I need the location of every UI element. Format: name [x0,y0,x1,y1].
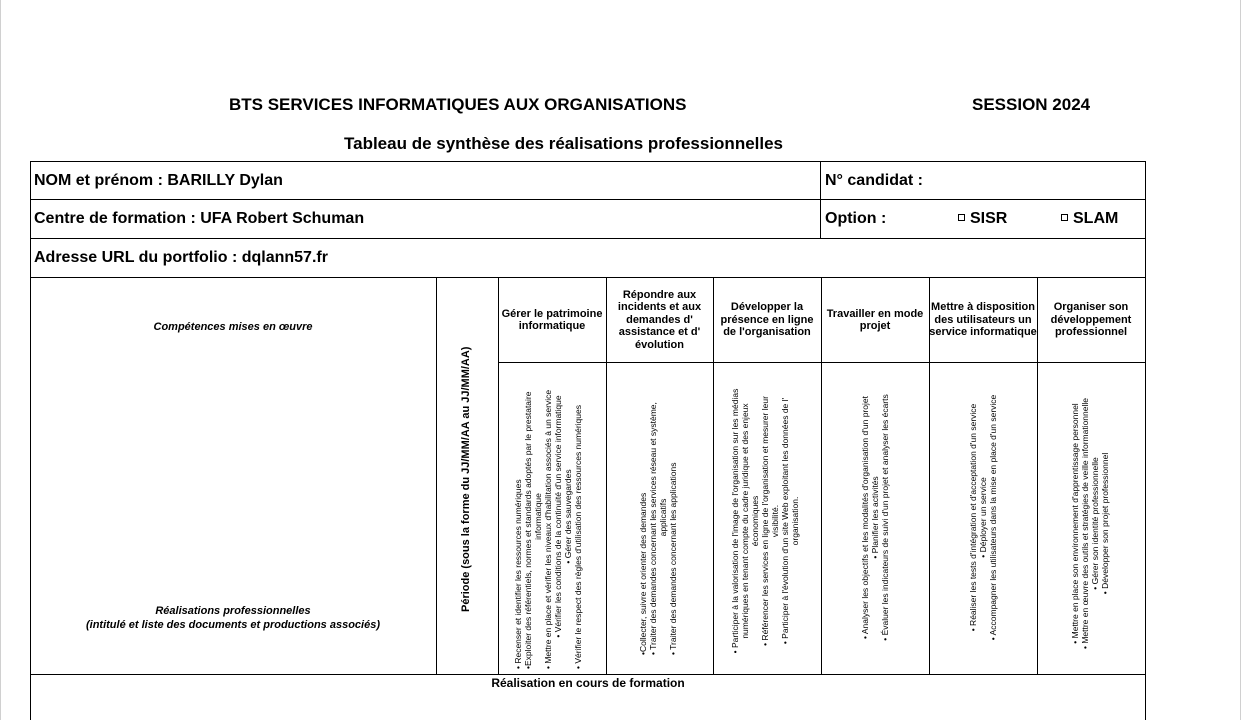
document-subtitle: Tableau de synthèse des réalisations professionnelles [344,134,784,153]
competence-item: • Déployer un service [978,477,988,558]
option-sisr[interactable] [958,210,1007,228]
competence-item: • Analyser les objectifs et les modalités d'organisation d'un projet [860,396,870,639]
divider [30,238,1146,239]
competence-item: • Mettre en place son environnement d'apprentissage personnel [1070,403,1080,644]
divider [30,674,1146,675]
realisations-sublabel: (intitulé et liste des documents et productions associés) [85,619,380,631]
competence-item: • Gérer son identité professionnelle [1090,457,1100,590]
competence-item: informatique [533,493,543,540]
divider [30,199,1146,200]
competence-item: • Gérer des sauvegardes [563,469,573,564]
competence-item: • Vérifier les conditions de la continuité d'un service informatique [553,395,563,638]
competence-item: • Mettre en place et vérifier les niveaux d'habilitation associés à un service [543,389,553,669]
competence-item: • Mettre en œuvre des outils et stratégies de veille informationnelle [1080,398,1090,650]
divider [436,277,437,674]
competence-item: •Exploiter des référentiels, normes et standards adoptés par le prestataire [523,391,533,669]
competence-header-incidents: Répondre aux incidents et aux demandes d' assistance et d' évolution [617,288,702,351]
competence-item: économiques [750,495,760,547]
competence-item: • Participer à la valorisation de l'image de l'organisation sur les médias [730,388,740,654]
option-label: Option : [825,210,887,227]
competence-header-projet: Travailler en mode projet [826,307,924,332]
document-title: BTS SERVICES INFORMATIQUES AUX ORGANISATIONS [229,95,687,114]
slam-label: SLAM [1073,210,1119,227]
section-title: Réalisation en cours de formation [491,676,685,690]
competence-item: • Réaliser les tests d'intégration et d'acceptation d'un service [968,403,978,632]
competence-header-patrimoine: Gérer le patrimoine informatique [501,307,603,332]
competence-header-developpement: Organiser son développement professionnel [1050,301,1132,339]
slam-checkbox[interactable] [1061,214,1068,221]
realisations-label: Réalisations professionnelles [155,605,311,617]
candidate-name: NOM et prénom : BARILLY Dylan [34,172,283,189]
training-center: Centre de formation : UFA Robert Schuman [34,210,365,227]
sisr-checkbox[interactable] [958,214,965,221]
competence-item: • Traiter des demandes concernant les applications [668,462,678,655]
competence-item: • Traiter des demandes concernant les services réseau et système, [648,402,658,655]
competence-item: • Référencer les services en ligne de l'organisation et mesurer leur [760,396,770,646]
competence-item: • Accompagner les utilisateurs dans la mise en place d'un service [988,394,998,641]
competence-header-service: Mettre à disposition des utilisateurs un service informatique [929,301,1037,339]
candidate-number-label: N° candidat : [825,172,923,189]
competence-item: • Développer son projet professionnel [1100,452,1110,595]
periode-label: Période (sous la forme du JJ/MM/AA au JJ/MM/AA) [460,346,472,612]
competence-item: • Évaluer les indicateurs de suivi d'un projet et analyser les écarts [880,394,890,641]
competence-item: • Vérifier le respect des règles d'utilisation des ressources numériques [573,405,583,669]
option-slam[interactable] [1061,210,1118,228]
competences-label: Compétences mises en œuvre [153,321,313,333]
competence-item: visibilité. [770,504,780,538]
competence-item: applicatifs [658,498,668,537]
sisr-label: SISR [970,210,1008,227]
competence-item: numériques en tenant compte du cadre juridique et des enjeux [740,403,750,639]
portfolio-url: Adresse URL du portfolio : dqlann57.fr [34,249,328,266]
competence-header-presence: Développer la présence en ligne de l'organisation [720,301,814,339]
competence-item: • Recenser et identifier les ressources numériques [513,479,523,669]
competence-item: •Collecter, suivre et orienter des demandes [638,492,648,655]
competence-item: • Planifier les activités [870,476,880,559]
divider [820,161,821,239]
session-label: SESSION 2024 [972,95,1091,114]
divider [498,362,1146,363]
competence-item: • Participer à l'évolution d'un site Web exploitant les données de l' [780,397,790,645]
competence-item: organisation. [790,496,800,546]
